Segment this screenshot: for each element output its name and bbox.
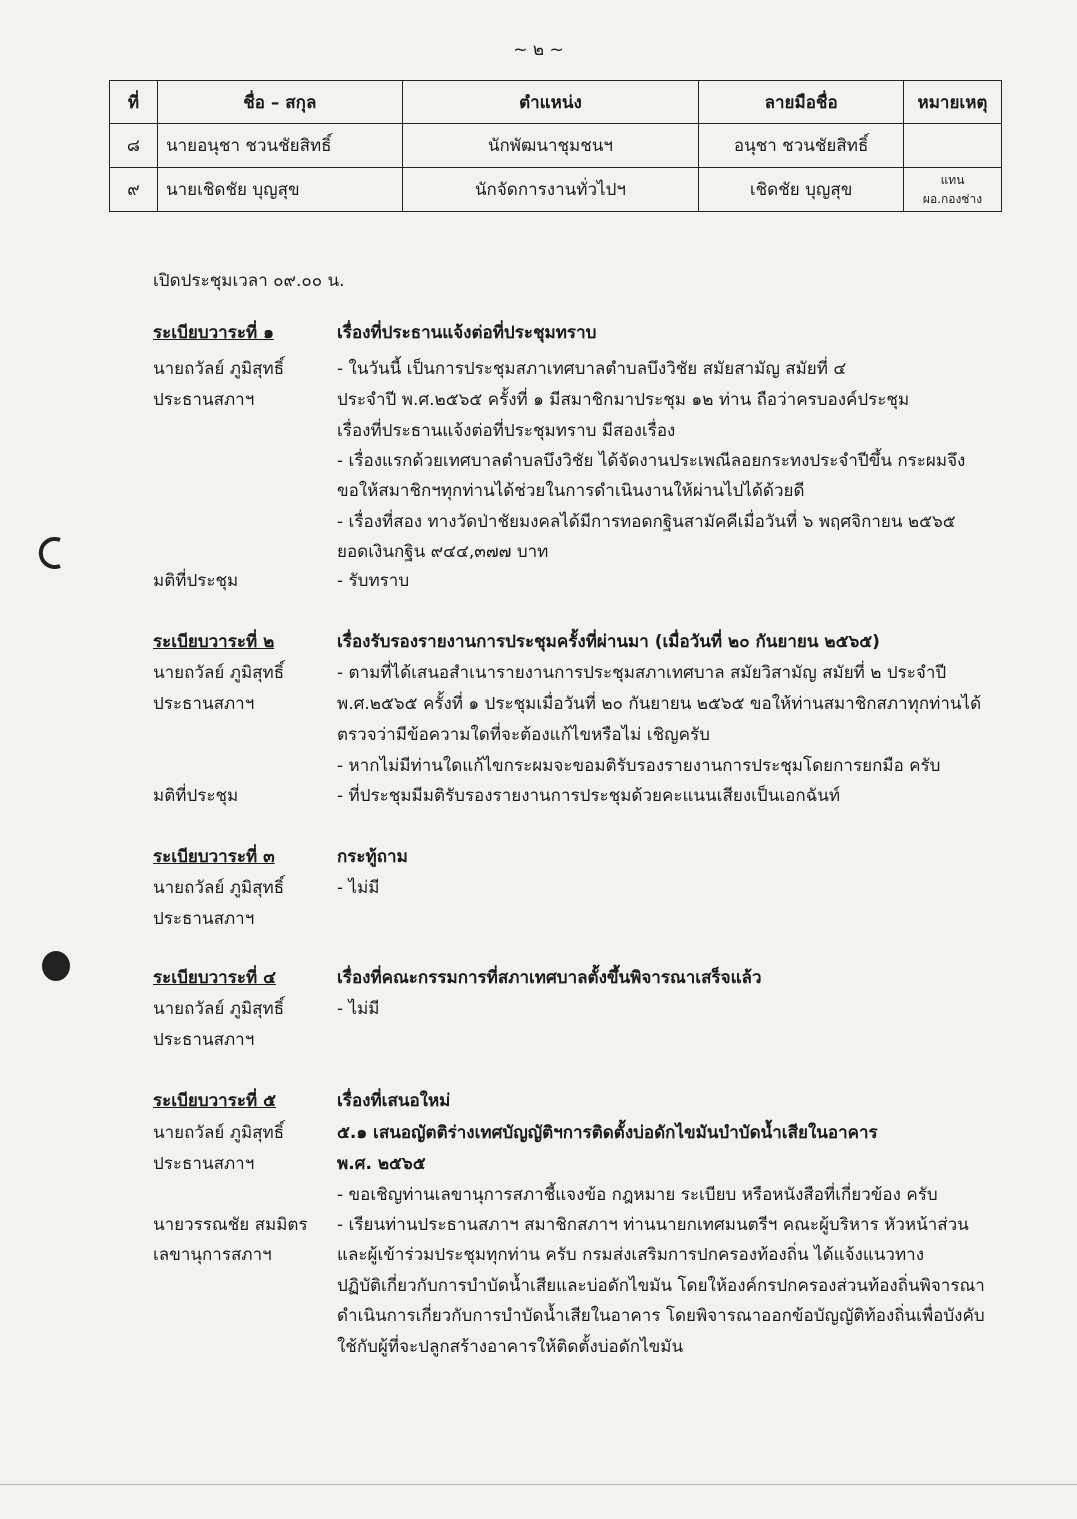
punch-hole-mark [34,536,68,570]
agenda-1-label: ระเบียบวาระที่ ๑ [153,323,274,343]
agenda-3-text: - ไม่มี [337,878,380,898]
agenda-1-line: - ในวันนี้ เป็นการประชุมสภาเทศบาลตำบลบึงวิชัย สมัยสามัญ สมัยที่ ๔ [337,359,847,379]
row-signature: อนุชา ชวนชัยสิทธิ์ [699,124,904,168]
agenda-2-speaker-role: ประธานสภาฯ [153,694,255,714]
agenda-2-resolution: - ที่ประชุมมีมติรับรองรายงานการประชุมด้วยคะแนนเสียงเป็นเอกฉันท์ [337,786,841,806]
agenda-4-title: เรื่องที่คณะกรรมการที่สภาเทศบาลตั้งขึ้นพิจารณาเสร็จแล้ว [337,968,762,988]
agenda-5-secretary-line: ปฏิบัติเกี่ยวกับการบำบัดน้ำเสียและบ่อดักไขมัน โดยให้องค์กรปกครองส่วนท้องถิ่นพิจารณา [337,1276,985,1296]
header-signature: ลายมือชื่อ [699,81,904,124]
agenda-1-line: ประจำปี พ.ศ.๒๕๖๕ ครั้งที่ ๑ มีสมาชิกมาประชุม ๑๒ ท่าน ถือว่าครบองค์ประชุม [337,390,910,410]
agenda-5-subtitle-year: พ.ศ. ๒๕๖๕ [337,1154,426,1174]
agenda-3-speaker-role: ประธานสภาฯ [153,909,255,929]
agenda-2-resolution-label: มติที่ประชุม [153,786,239,806]
agenda-5-title: เรื่องที่เสนอใหม่ [337,1091,451,1111]
agenda-5-speaker-role: ประธานสภาฯ [153,1154,255,1174]
row-note-line1: แทน [940,172,965,187]
header-note: หมายเหตุ [903,81,1001,124]
punch-hole-mark [42,951,70,981]
header-no: ที่ [110,81,158,124]
agenda-1-resolution: - รับทราบ [337,571,410,591]
agenda-2-speaker-name: นายถวัลย์ ภูมิสุทธิ์ [153,663,285,683]
row-position: นักจัดการงานทั่วไปฯ [402,168,699,212]
agenda-2-label: ระเบียบวาระที่ ๒ [153,632,275,652]
row-position: นักพัฒนาชุมชนฯ [402,124,699,168]
header-name: ชื่อ – สกุล [157,81,402,124]
agenda-5-secretary-line: - เรียนท่านประธานสภาฯ สมาชิกสภาฯ ท่านนายกเทศมนตรีฯ คณะผู้บริหาร หัวหน้าส่วน [337,1215,969,1235]
row-signature: เชิดชัย บุญสุข [699,168,904,212]
row-no: ๙ [110,168,158,212]
agenda-1-title: เรื่องที่ประธานแจ้งต่อที่ประชุมทราบ [337,323,597,343]
agenda-4-text: - ไม่มี [337,999,380,1019]
agenda-4-speaker-name: นายถวัลย์ ภูมิสุทธิ์ [153,999,285,1019]
agenda-3-title: กระทู้ถาม [337,847,408,867]
agenda-5-secretary-role: เลขานุการสภาฯ [153,1245,272,1265]
table-header-row [110,81,1002,124]
attendance-table [109,80,1002,212]
table-row [110,168,1002,212]
table-row [110,124,1002,168]
row-name: นายเชิดชัย บุญสุข [157,168,402,212]
page-bottom-edge [0,1484,1077,1485]
agenda-1-speaker-role: ประธานสภาฯ [153,390,255,410]
agenda-5-secretary-name: นายวรรณชัย สมมิตร [153,1215,308,1235]
agenda-5-chair-line: - ขอเชิญท่านเลขานุการสภาชี้แจงข้อ กฎหมาย ระเบียบ หรือหนังสือที่เกี่ยวข้อง ครับ [337,1185,938,1205]
row-name: นายอนุชา ชวนชัยสิทธิ์ [157,124,402,168]
agenda-5-secretary-line: ใช้กับผู้ที่จะปลูกสร้างอาคารให้ติดตั้งบ่อดักไขมัน [337,1337,684,1357]
agenda-3-speaker-name: นายถวัลย์ ภูมิสุทธิ์ [153,878,285,898]
agenda-3-label: ระเบียบวาระที่ ๓ [153,847,275,867]
agenda-5-secretary-line: และผู้เข้าร่วมประชุมทุกท่าน ครับ กรมส่งเสริมการปกครองท้องถิ่น ได้แจ้งแนวทาง [337,1245,925,1265]
agenda-1-line: เรื่องที่ประธานแจ้งต่อที่ประชุมทราบ มีสองเรื่อง [337,421,676,441]
agenda-2-line: ตรวจว่ามีข้อความใดที่จะต้องแก้ไขหรือไม่ เชิญครับ [337,725,710,745]
agenda-2-line: - ตามที่ได้เสนอสำเนารายงานการประชุมสภาเทศบาล สมัยวิสามัญ สมัยที่ ๒ ประจำปี [337,663,947,683]
agenda-1-line: - เรื่องแรกด้วยเทศบาลตำบลบึงวิชัย ได้จัดงานประเพณีลอยกระทงประจำปีขึ้น กระผมจึง [337,451,966,471]
agenda-5-speaker-name: นายถวัลย์ ภูมิสุทธิ์ [153,1123,285,1143]
agenda-5-label: ระเบียบวาระที่ ๕ [153,1091,276,1111]
agenda-2-title: เรื่องรับรองรายงานการประชุมครั้งที่ผ่านมา (เมื่อวันที่ ๒๐ กันยายน ๒๕๖๕) [337,632,880,652]
page-number: ~ ๒ ~ [513,40,564,60]
agenda-4-speaker-role: ประธานสภาฯ [153,1030,255,1050]
agenda-1-line: ขอให้สมาชิกฯทุกท่านได้ช่วยในการดำเนินงานให้ผ่านไปได้ด้วยดี [337,481,805,501]
agenda-1-resolution-label: มติที่ประชุม [153,571,239,591]
opening-time: เปิดประชุมเวลา ๐๙.๐๐ น. [153,271,345,291]
agenda-2-line: - หากไม่มีท่านใดแก้ไขกระผมจะขอมติรับรองรายงานการประชุมโดยการยกมือ ครับ [337,756,941,776]
agenda-1-speaker-name: นายถวัลย์ ภูมิสุทธิ์ [153,359,285,379]
agenda-5-secretary-line: ดำเนินการเกี่ยวกับการบำบัดน้ำเสียในอาคาร โดยพิจารณาออกข้อบัญญัติท้องถิ่นเพื่อบังคับ [337,1306,985,1326]
agenda-1-line: ยอดเงินกฐิน ๙๔๔,๓๗๗ บาท [337,542,549,562]
agenda-1-line: - เรื่องที่สอง ทางวัดป่าชัยมงคลได้มีการทอดกฐินสามัคคีเมื่อวันที่ ๖ พฤศจิกายน ๒๕๖๕ [337,512,956,532]
agenda-2-line: พ.ศ.๒๕๖๕ ครั้งที่ ๑ ประชุมเมื่อวันที่ ๒๐ กันยายน ๒๕๖๕ ขอให้ท่านสมาชิกสภาทุกท่านได้ [337,694,982,714]
row-no: ๘ [110,124,158,168]
header-position: ตำแหน่ง [402,81,699,124]
row-note-line2: ผอ.กองช่าง [922,191,983,206]
row-note [903,124,1001,168]
agenda-5-subtitle: ๕.๑ เสนอญัตติร่างเทศบัญญัติฯการติดตั้งบ่อดักไขมันบำบัดน้ำเสียในอาคาร [337,1123,878,1143]
agenda-4-label: ระเบียบวาระที่ ๔ [153,968,276,988]
row-note [903,168,1001,212]
